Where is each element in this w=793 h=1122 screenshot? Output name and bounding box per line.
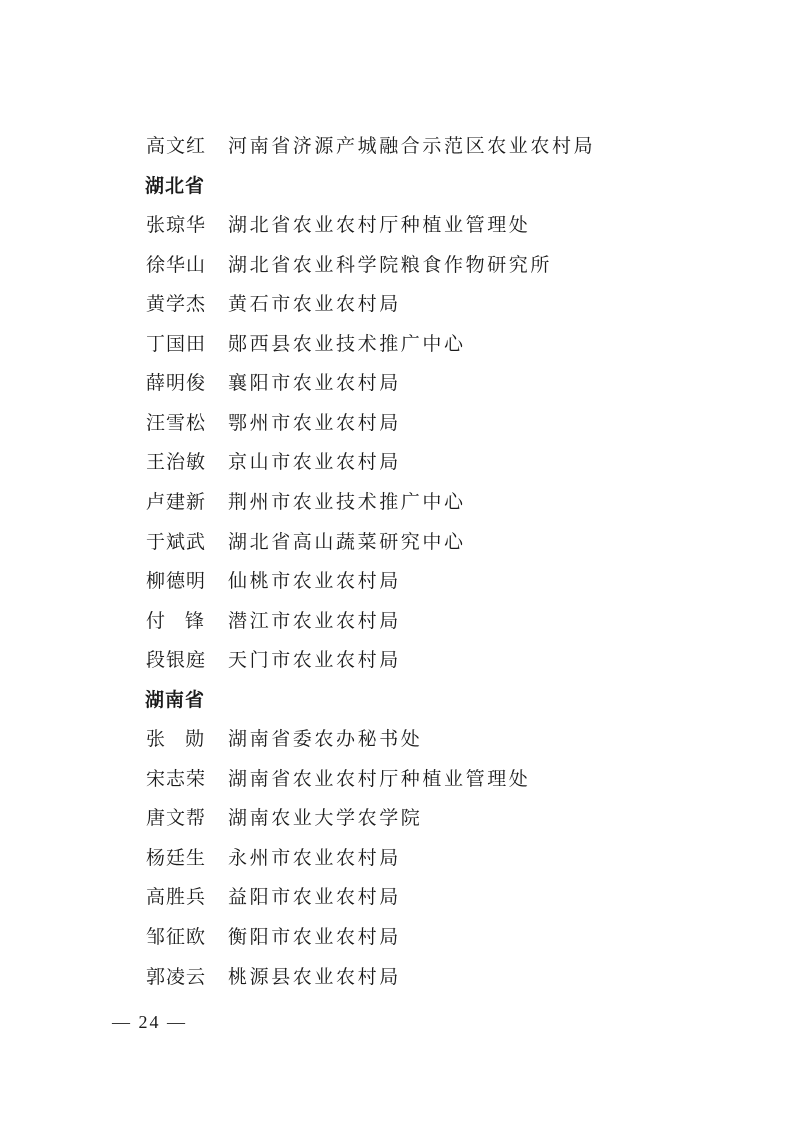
organization-name: 仙桃市农业农村局 xyxy=(228,570,401,593)
list-item xyxy=(146,724,422,754)
organization-name: 永州市农业农村局 xyxy=(228,846,401,869)
organization-name: 襄阳市农业农村局 xyxy=(228,372,401,395)
organization-name: 湖北省农业科学院粮食作物研究所 xyxy=(228,253,553,276)
organization-name: 益阳市农业农村局 xyxy=(228,886,401,909)
list-item xyxy=(146,210,530,240)
list-item xyxy=(146,447,401,477)
person-name: 付锋 xyxy=(146,609,225,632)
person-name: 郭凌云 xyxy=(146,965,207,988)
list-item xyxy=(146,922,401,952)
list-item xyxy=(146,408,401,438)
list-item xyxy=(146,606,401,636)
person-name: 徐华山 xyxy=(146,253,207,276)
person-name: 柳德明 xyxy=(146,570,207,593)
organization-name: 湖南农业大学农学院 xyxy=(228,807,423,830)
person-name: 唐文帮 xyxy=(146,807,207,830)
organization-name: 鄂州市农业农村局 xyxy=(228,411,401,434)
person-name: 于斌武 xyxy=(146,530,207,553)
person-name: 宋志荣 xyxy=(146,767,207,790)
organization-name: 湖南省委农办秘书处 xyxy=(228,728,423,751)
list-item xyxy=(146,289,401,319)
person-name: 张琼华 xyxy=(146,214,207,237)
organization-name: 河南省济源产城融合示范区农业农村局 xyxy=(228,135,596,157)
organization-name: 黄石市农业农村局 xyxy=(228,293,401,316)
organization-name: 京山市农业农村局 xyxy=(228,451,401,474)
list-item xyxy=(146,962,401,992)
organization-name: 湖南省农业农村厅种植业管理处 xyxy=(228,767,531,790)
person-name: 王治敏 xyxy=(146,451,207,474)
person-name: 高文红 xyxy=(146,135,207,157)
person-name: 薛明俊 xyxy=(146,372,207,395)
organization-name: 桃源县农业农村局 xyxy=(228,965,401,988)
page-number: — 24 — xyxy=(112,1012,187,1032)
province-heading: 湖南省 xyxy=(145,688,206,711)
list-item xyxy=(146,487,466,517)
list-item xyxy=(146,250,552,280)
person-name: 黄学杰 xyxy=(146,293,207,316)
list-item xyxy=(146,329,466,359)
person-name: 丁国田 xyxy=(146,332,207,355)
organization-name: 衡阳市农业农村局 xyxy=(228,926,401,948)
organization-name: 荆州市农业技术推广中心 xyxy=(228,490,466,513)
list-item xyxy=(146,882,401,912)
person-name: 张勋 xyxy=(146,728,225,751)
list-item xyxy=(146,527,466,557)
list-item xyxy=(146,803,422,833)
person-name: 汪雪松 xyxy=(146,411,207,434)
organization-name: 湖北省农业农村厅种植业管理处 xyxy=(228,214,531,237)
person-name: 卢建新 xyxy=(146,490,207,513)
organization-name: 郧西县农业技术推广中心 xyxy=(228,332,466,355)
province-heading: 湖北省 xyxy=(145,174,206,197)
organization-name: 湖北省高山蔬菜研究中心 xyxy=(228,530,466,553)
list-item xyxy=(146,843,401,873)
list-item xyxy=(146,131,595,161)
person-name: 段银庭 xyxy=(146,649,207,672)
person-name: 杨廷生 xyxy=(146,846,207,869)
list-item xyxy=(146,566,401,596)
person-name: 高胜兵 xyxy=(146,886,207,909)
organization-name: 潜江市农业农村局 xyxy=(228,609,401,632)
organization-name: 天门市农业农村局 xyxy=(228,649,401,672)
list-item xyxy=(146,645,401,675)
person-name: 邹征欧 xyxy=(146,926,207,948)
list-item xyxy=(146,368,401,398)
list-item xyxy=(146,764,530,794)
